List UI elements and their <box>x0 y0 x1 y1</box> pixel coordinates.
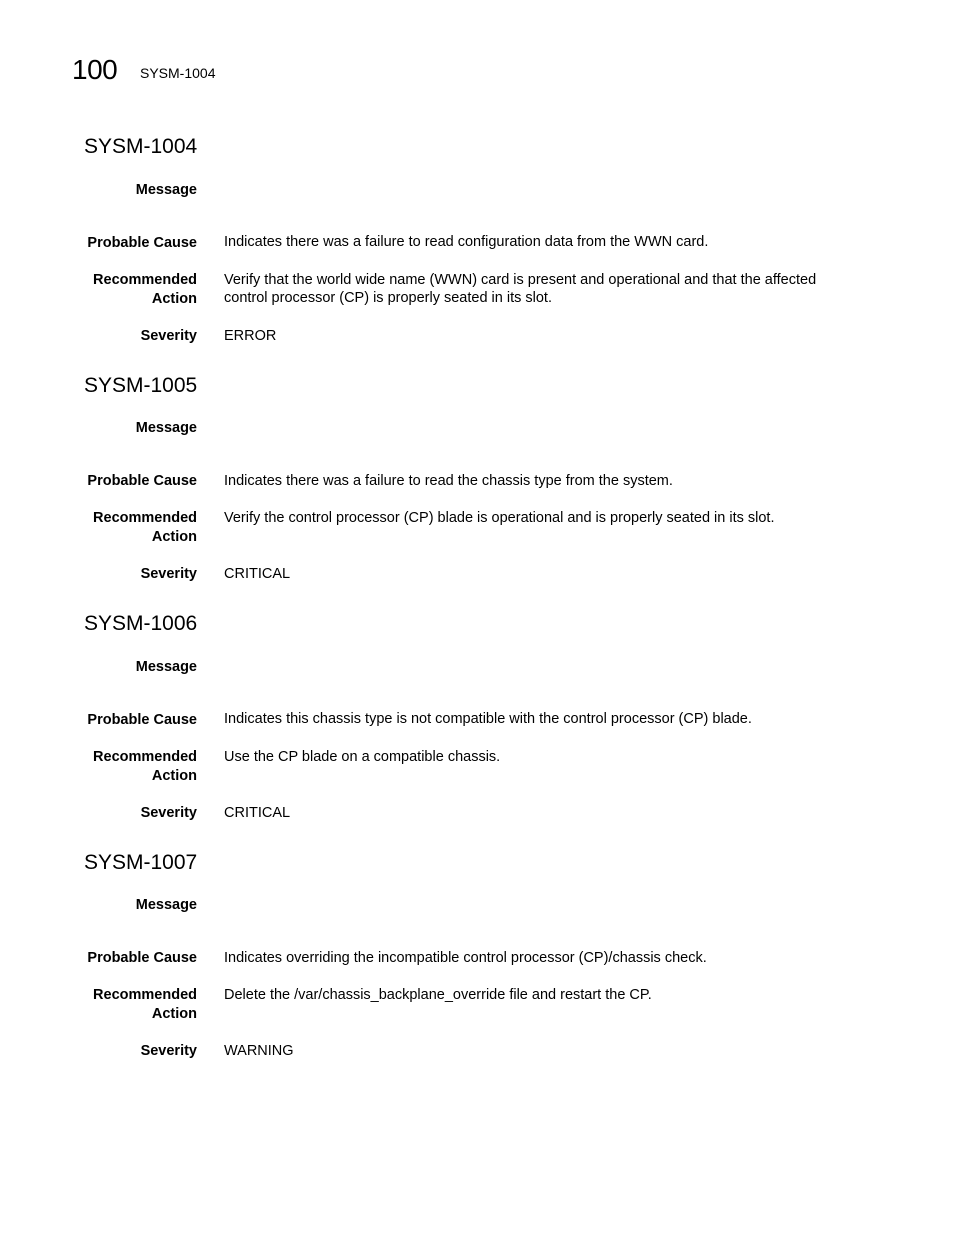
severity-label: Severity <box>140 328 197 344</box>
recommended-action-label <box>40 271 197 309</box>
recommended-action-line2: control processor (CP) is properly seated in its slot. <box>224 290 552 306</box>
page-number: 100 <box>72 54 118 85</box>
probable-cause-text: Indicates overriding the incompatible control processor (CP)/chassis check. <box>224 950 707 966</box>
probable-cause-label: Probable Cause <box>87 712 197 728</box>
entry-title: SYSM-1007 <box>84 851 198 874</box>
recommended-action-line1: Verify the control processor (CP) blade is operational and is properly seated in its slot. <box>224 510 775 526</box>
running-head: SYSM-1004 <box>140 65 216 81</box>
severity-label: Severity <box>140 1043 197 1059</box>
recommended-label-line2: Action <box>151 291 197 307</box>
severity-label: Severity <box>140 566 197 582</box>
recommended-label-line2: Action <box>151 768 197 784</box>
recommended-action-label <box>40 986 197 1024</box>
recommended-action-label <box>40 748 197 786</box>
message-label: Message <box>135 182 197 198</box>
recommended-action-text <box>224 509 844 527</box>
probable-cause-text: Indicates there was a failure to read the chassis type from the system. <box>224 473 673 489</box>
probable-cause-text: Indicates this chassis type is not compatible with the control processor (CP) blade. <box>224 711 752 727</box>
recommended-label-line1: Recommended <box>93 987 197 1003</box>
recommended-label-line1: Recommended <box>93 510 197 526</box>
message-label: Message <box>135 420 197 436</box>
severity-value: WARNING <box>224 1043 294 1059</box>
severity-label: Severity <box>140 805 197 821</box>
message-label: Message <box>135 897 197 913</box>
recommended-label-line1: Recommended <box>93 272 197 288</box>
entry-title: SYSM-1006 <box>84 612 198 635</box>
probable-cause-label: Probable Cause <box>87 235 197 251</box>
recommended-action-label <box>40 509 197 547</box>
entry-title: SYSM-1004 <box>84 135 198 158</box>
recommended-label-line2: Action <box>151 529 197 545</box>
recommended-action-line1: Use the CP blade on a compatible chassis. <box>224 749 501 765</box>
severity-value: ERROR <box>224 328 277 344</box>
probable-cause-label: Probable Cause <box>87 950 197 966</box>
severity-value: CRITICAL <box>224 805 291 821</box>
recommended-label-line2: Action <box>151 1006 197 1022</box>
recommended-action-line1: Verify that the world wide name (WWN) card is present and operational and that the affected <box>224 272 817 288</box>
recommended-label-line1: Recommended <box>93 749 197 765</box>
severity-value: CRITICAL <box>224 566 291 582</box>
entry-title: SYSM-1005 <box>84 374 198 397</box>
recommended-action-text <box>224 748 844 766</box>
recommended-action-line1: Delete the /var/chassis_backplane_override file and restart the CP. <box>224 987 652 1003</box>
message-label: Message <box>135 659 197 675</box>
recommended-action-text <box>224 271 844 307</box>
probable-cause-text: Indicates there was a failure to read configuration data from the WWN card. <box>224 234 709 250</box>
probable-cause-label: Probable Cause <box>87 473 197 489</box>
recommended-action-text <box>224 986 844 1004</box>
